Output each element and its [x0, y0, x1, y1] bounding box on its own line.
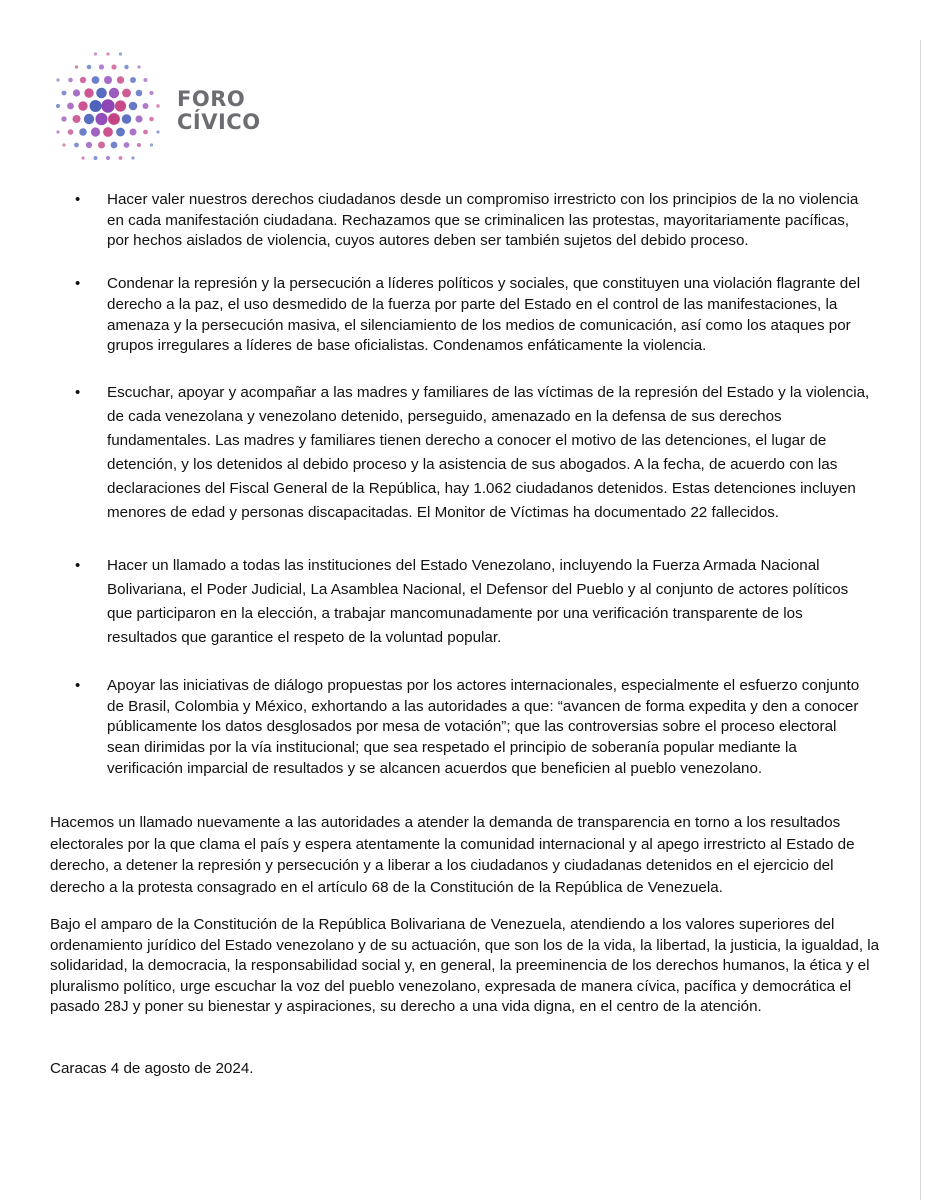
- list-item: [72, 554, 872, 650]
- bullet-icon: •: [75, 191, 81, 208]
- logo-dot: [56, 104, 60, 108]
- logo-dot: [115, 100, 126, 111]
- logo-dot: [101, 99, 114, 112]
- logo-dot: [91, 127, 100, 136]
- logo-dot: [149, 91, 153, 95]
- logo-dot: [111, 142, 118, 149]
- logo-dot: [130, 77, 136, 83]
- list-item: [72, 274, 872, 357]
- logo-dot: [143, 130, 148, 135]
- logo-dot: [90, 100, 102, 112]
- logo-dot: [84, 114, 94, 124]
- logo-dot: [111, 64, 116, 69]
- logo-dot: [124, 142, 130, 148]
- logo-dot: [116, 128, 125, 137]
- page-edge-rule: [920, 40, 921, 1200]
- logo-dot: [104, 76, 112, 84]
- logo-dot: [80, 77, 86, 83]
- logo-line-2: CÍVICO: [177, 110, 261, 134]
- logo-dot: [130, 129, 137, 136]
- bullet-icon: •: [75, 383, 81, 401]
- logo-dot: [109, 88, 119, 98]
- dot-cluster-icon: [48, 44, 168, 174]
- logo-dot: [62, 143, 65, 146]
- logo-dot: [149, 117, 154, 122]
- list-item: [72, 190, 872, 252]
- logo-dot: [129, 102, 138, 111]
- foro-civico-logo: [48, 44, 278, 174]
- logo-dot: [98, 142, 105, 149]
- logo-dot: [95, 113, 107, 125]
- logo-dot: [84, 88, 93, 97]
- demands-list: [72, 190, 872, 779]
- logo-line-1: FORO: [177, 87, 246, 111]
- list-item: [72, 676, 872, 780]
- list-item-text: Hacer un llamado a todas las instituciones del Estado Venezolano, incluyendo la Fuerza Armada Nacional Bolivariana, el Poder Judicial, La Asamblea Nacional, el Defensor del Pueblo y al conjunto de actores políticos que participaron en la elección, a trabajar mancomunadamente por una verificación transparente de los resultados que garantice el respeto de la voluntad popular.: [107, 556, 849, 646]
- logo-dot: [75, 65, 78, 68]
- bullet-icon: •: [75, 275, 81, 293]
- logo-dot: [106, 52, 109, 55]
- logo-dot: [156, 130, 159, 133]
- logo-dot: [56, 78, 59, 81]
- logo-dot: [99, 64, 104, 69]
- place-date: Caracas 4 de agosto de 2024.: [50, 1060, 254, 1077]
- logo-dot: [74, 143, 79, 148]
- logo-dot: [86, 142, 92, 148]
- logo-dot: [124, 65, 128, 69]
- logo-dot: [117, 76, 124, 83]
- logo-dot: [56, 130, 59, 133]
- logo-dot: [73, 115, 81, 123]
- logo-dot: [137, 65, 140, 68]
- logo-dot: [119, 52, 122, 55]
- logo-dot: [106, 156, 110, 160]
- logo-dot: [62, 91, 67, 96]
- logo-dot: [87, 65, 92, 70]
- transparency-paragraph: Hacemos un llamado nuevamente a las autoridades a atender la demanda de transparencia en torno a los resultados electorales por la que clama el país y espera atentamente la comunidad internacional y al apego irrestricto al Estado de derecho, a detener la represión y persecución y a liberar a los ciudadanos y ciudadanas detenidos en el ejercicio del derecho a la protesta consagrado en el artículo 68 de la Constitución de la República de Venezuela.: [50, 814, 855, 896]
- logo-dot: [136, 90, 143, 97]
- logo-dot: [94, 52, 97, 55]
- logo-dot: [78, 101, 87, 110]
- list-item-text: Escuchar, apoyar y acompañar a las madres y familiares de las víctimas de la represión del Estado y la violencia, de cada venezolana y venezolano detenido, perseguido, amenazado en la defensa de sus derechos fundamentales. Las madres y familiares tienen derecho a conocer el motivo de las detenciones, el lugar de detención, y los detenidos al debido proceso y la asistencia de sus abogados. A la fecha, de acuerdo con las declaraciones del Fiscal General de la República, hay 1.062 ciudadanos detenidos. Estas detenciones incluyen menores de edad y personas discapacitadas. El Monitor de Víctimas ha documentado 22 fallecidos.: [107, 383, 870, 521]
- list-item-text: Hacer valer nuestros derechos ciudadanos desde un compromiso irrestricto con los principios de la no violencia en cada manifestación ciudadana. Rechazamos que se criminalicen las protestas, mayoritariamente pacíficas, por hechos aislados de violencia, cuyos autores deben ser también sujetos del debido proceso.: [107, 191, 859, 250]
- logo-dot: [144, 78, 148, 82]
- logo-dot: [68, 129, 74, 135]
- logo-dot: [131, 156, 134, 159]
- logo-wordmark: [177, 88, 261, 134]
- logo-dot: [156, 104, 159, 107]
- list-item-text: Apoyar las iniciativas de diálogo propuestas por los actores internacionales, especialmente el esfuerzo conjunto de Brasil, Colombia y México, exhortando a las autoridades a que: “avancen de forma expedita y den a conocer públicamente los datos desglosados por mesa de votación”; que las controversias sobre el proceso electoral sean dirimidas por la vía institucional; que sea respetado el principio de soberanía popular mediante la verificación imparcial de resultados y se alcancen acuerdos que beneficien al pueblo venezolano.: [107, 676, 860, 777]
- logo-dot: [79, 128, 87, 136]
- logo-dot: [122, 114, 132, 124]
- logo-dot: [92, 76, 100, 84]
- logo-dot: [81, 156, 84, 159]
- logo-dot: [67, 103, 74, 110]
- logo-dot: [61, 116, 66, 121]
- list-item-text: Condenar la represión y la persecución a líderes políticos y sociales, que constituyen una violación flagrante del derecho a la paz, el uso desmedido de la fuerza por parte del Estado en el control de las manifestaciones, la amenaza y la persecución masiva, el silenciamiento de los medios de comunicación, así como los ataques por grupos irregulares a líderes de base oficialistas. Condenamos enfáticamente la violencia.: [107, 275, 861, 355]
- logo-dot: [137, 143, 141, 147]
- logo-dot: [143, 103, 149, 109]
- bullet-icon: •: [75, 556, 81, 574]
- constitution-paragraph: Bajo el amparo de la Constitución de la República Bolivariana de Venezuela, atendiendo a los valores superiores del ordenamiento jurídico del Estado venezolano y de su actuación, que son los de la vida, la libertad, la justicia, la igualdad, la solidaridad, la democracia, la responsabilidad social y, en general, la preeminencia de los derechos humanos, la ética y el pluralismo político, urge escuchar la voz del pueblo venezolano, expresada de manera cívica, pacífica y democrática el pasado 28J y poner su bienestar y aspiraciones, su derecho a una vida digna, en el centro de la atención.: [50, 916, 880, 1015]
- logo-dot: [73, 89, 80, 96]
- logo-dot: [122, 89, 131, 98]
- logo-dot: [96, 88, 107, 99]
- list-item: [72, 381, 872, 525]
- logo-dot: [103, 127, 113, 137]
- logo-dot: [119, 156, 123, 160]
- logo-dot: [135, 115, 142, 122]
- logo-dot: [150, 143, 153, 146]
- bullet-icon: •: [75, 676, 81, 694]
- logo-dot: [108, 113, 120, 125]
- logo-dot: [94, 156, 98, 160]
- logo-dot: [68, 78, 73, 83]
